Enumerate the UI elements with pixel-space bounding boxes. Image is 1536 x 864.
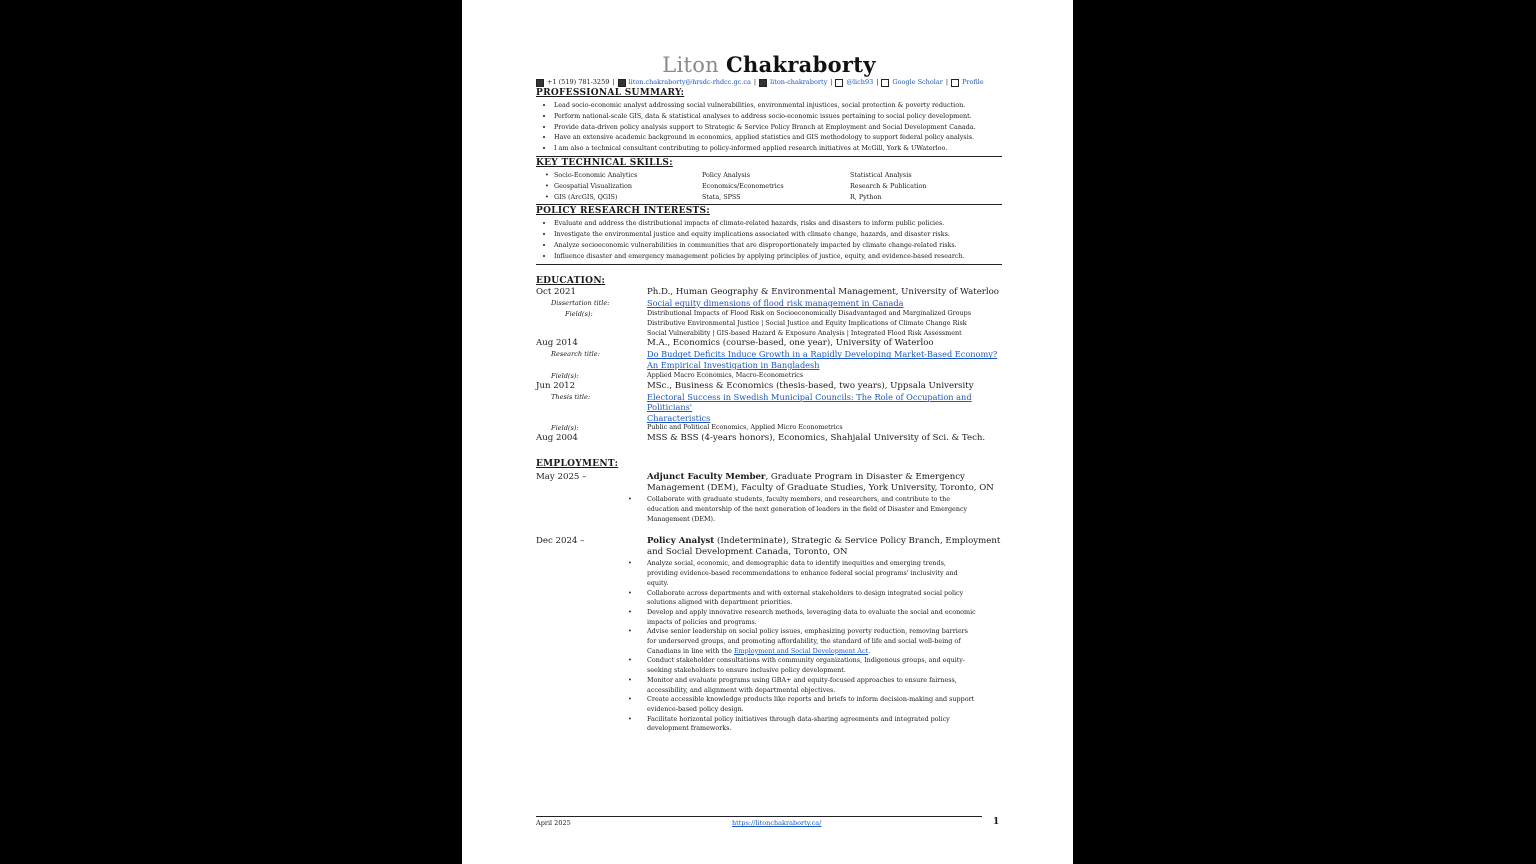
job-entry — [536, 536, 1002, 558]
research-link[interactable]: Do Budget Deficits Induce Growth in a Rapidly Developing Market-Based Economy? — [647, 349, 998, 360]
list-item: • Perform national-scale GIS, data & statistical analyses to address socio-economic issues pertaining to social policy development. — [554, 111, 1002, 122]
email-icon — [618, 79, 626, 87]
list-item: • Collaborate with graduate students, faculty members, and researchers, and contribute to the education and mentorship of the next generation of leaders in the field of Disaster and Emergency Management (DEM). — [647, 495, 1002, 524]
footer-rule — [536, 816, 982, 817]
thesis-link-cont[interactable]: Characteristics — [647, 412, 711, 423]
summary-title: PROFESSIONAL SUMMARY: — [536, 88, 685, 98]
phone-icon — [536, 79, 544, 87]
list-item: • Conduct stakeholder consultations with community organizations, Indigenous groups, and equity- seeking stakeholders to ensure inclusive policy development. — [647, 656, 1002, 675]
job-title — [647, 472, 1002, 494]
skill-item: Research & Publication — [850, 181, 927, 190]
employment-title: EMPLOYMENT: — [536, 459, 619, 470]
skill-item: Policy Analysis — [702, 170, 750, 179]
field-line: Distributional Impacts of Flood Risk on Socioeconomically Disadvantaged and Marginalized Groups — [647, 309, 972, 318]
phone-number: +1 (519) 781-3259 — [547, 78, 610, 86]
education-title: EDUCATION: — [536, 275, 606, 286]
skill-item: Economics/Econometrics — [702, 181, 784, 190]
job-role: Adjunct Faculty Member — [647, 472, 766, 483]
footer-date: April 2025 — [536, 819, 571, 827]
divider — [536, 264, 1002, 265]
education-date: Aug 2004 — [536, 433, 578, 444]
contact-line: +1 (519) 781-3259 | liton.chakraborty@hrsdc-rhdcc.gc.ca | liton-chakraborty | @lich93 | Google Scholar | Profile — [536, 78, 1002, 87]
dissertation-label: Dissertation title: — [551, 298, 610, 307]
education-entry — [536, 433, 1002, 444]
job-org-cont: Management (DEM), Faculty of Graduate Studies, York University, Toronto, ON — [647, 483, 994, 494]
skills-grid — [536, 170, 1002, 202]
list-item: • Advise senior leadership on social policy issues, emphasizing poverty reduction, removing barriers for underserved groups, and promoting affordability, the standard of life and social well-being of Canadians in line with the Employment and Social Development Act. — [647, 627, 1002, 656]
education-entry — [536, 287, 1002, 298]
list-item: • Have an extensive academic background in economics, applied statistics and GIS methodology to support federal policy analysis. — [554, 132, 1002, 143]
document-page — [462, 0, 1073, 864]
list-item: • I am also a technical consultant contributing to policy-informed applied research initiatives at McGill, York & UWaterloo. — [554, 143, 1002, 154]
list-item: • Monitor and evaluate programs using GBA+ and equity-focused approaches to ensure fairness, accessibility, and alignment with departmental objectives. — [647, 676, 1002, 695]
page-number: 1 — [993, 817, 1000, 827]
list-item: • Investigate the environmental justice and equity implications associated with climate change, hazards, and disaster risks. — [554, 229, 1002, 240]
education-degree: MSS & BSS (4-years honors), Economics, Shahjalal University of Sci. & Tech. — [647, 433, 986, 444]
education-entry — [536, 381, 1002, 392]
fields-label: Field(s): — [551, 371, 579, 380]
scholar-icon — [881, 79, 889, 87]
fields-list — [647, 309, 1002, 338]
list-item: • Facilitate horizontal policy initiatives through data-sharing agreements and integrated policy development frameworks. — [647, 715, 1002, 734]
field-line: Distributive Environmental Justice | Social Justice and Equity Implications of Climate Change Risk — [647, 318, 967, 327]
fields-label: Field(s): — [551, 424, 579, 433]
job-role: Policy Analyst — [647, 536, 715, 547]
fields-list: Applied Macro Economics, Macro-Econometrics — [647, 370, 804, 379]
education-degree: Ph.D., Human Geography & Environmental Management, University of Waterloo — [647, 286, 999, 297]
last-name: Chakraborty — [725, 52, 876, 77]
list-item: • Analyze socioeconomic vulnerabilities in communities that are disproportionately impacted by climate change-related risks. — [554, 240, 1002, 251]
skill-item: Stata, SPSS — [702, 192, 741, 201]
education-date: Aug 2014 — [536, 338, 578, 349]
fields-label: Field(s): — [565, 310, 593, 319]
interests-list — [536, 218, 1002, 261]
job-org: (Indeterminate), Strategic & Service Policy Branch, Employment — [714, 536, 1001, 547]
education-degree: M.A., Economics (course-based, one year), University of Waterloo — [647, 338, 934, 349]
fields-list: Public and Political Economics, Applied Micro Econometrics — [647, 423, 843, 432]
skill-item: • Socio-Economic Analytics — [554, 170, 702, 181]
university-logo-icon — [951, 79, 959, 87]
job-bullets — [536, 559, 1002, 734]
education-date: Jun 2012 — [536, 380, 576, 391]
google-scholar-link[interactable]: Google Scholar — [892, 78, 943, 86]
profile-link[interactable]: Profile — [962, 78, 984, 86]
list-item: • Collaborate across departments and with external stakeholders to design integrated social policy solutions aligned with department priorities. — [647, 589, 1002, 608]
list-item: • Influence disaster and emergency management policies by applying principles of justice, equity, and evidence-based research. — [554, 251, 1002, 262]
divider — [536, 156, 1002, 157]
education-degree: MSc., Business & Economics (thesis-based, two years), Uppsala University — [647, 380, 974, 391]
list-item: • Lead socio-economic analyst addressing social vulnerabilities, environmental injustices, social protection & poverty reduction. — [554, 100, 1002, 111]
job-entry — [536, 472, 1002, 494]
job-date: Dec 2024 – — [536, 536, 585, 547]
thesis-link[interactable]: Electoral Success in Swedish Municipal Councils: The Role of Occupation and Politicians' — [647, 391, 972, 413]
first-name: Liton — [662, 53, 719, 77]
skill-item: • Geospatial Visualization — [554, 181, 702, 192]
interests-title: POLICY RESEARCH INTERESTS: — [536, 206, 710, 217]
list-item: • Develop and apply innovative research methods, leveraging data to evaluate the social and economic impacts of policies and programs. — [647, 608, 1002, 627]
field-line: Social Vulnerability | GIS-based Hazard & Exposure Analysis | Integrated Flood Risk Assessment — [647, 328, 962, 337]
research-title-label: Research title: — [551, 350, 600, 359]
job-bullets — [536, 495, 1002, 524]
list-item: • Analyze social, economic, and demographic data to identify inequities and emerging trends, providing evidence-based recommendations to enhance federal social programs' inclusivity and equity. — [647, 559, 1002, 588]
job-date: May 2025 – — [536, 472, 587, 483]
list-item: • Evaluate and address the distributional impacts of climate-related hazards, risks and disasters to inform public policies. — [554, 218, 1002, 229]
thesis-label: Thesis title: — [551, 392, 591, 401]
linkedin-link[interactable]: liton-chakraborty — [770, 78, 828, 86]
act-link[interactable]: Employment and Social Development Act — [733, 646, 869, 655]
summary-list — [536, 100, 1002, 154]
resume-name — [536, 52, 1002, 78]
skills-title: KEY TECHNICAL SKILLS: — [536, 157, 673, 168]
resume-content — [536, 52, 1002, 734]
email-link[interactable]: liton.chakraborty@hrsdc-rhdcc.gc.ca — [628, 78, 751, 86]
job-org-cont: and Social Development Canada, Toronto, ON — [647, 547, 848, 558]
x-link[interactable]: @lich93 — [846, 78, 874, 86]
x-icon — [835, 79, 843, 87]
dissertation-link[interactable]: Social equity dimensions of flood risk management in Canada — [647, 297, 904, 308]
education-entry — [536, 338, 1002, 349]
education-date: Oct 2021 — [536, 286, 576, 297]
footer-website-link[interactable]: https://litonchakraborty.ca/ — [732, 819, 822, 827]
linkedin-icon — [759, 79, 767, 87]
list-item: • Create accessible knowledge products like reports and briefs to inform decision-making and support evidence-based policy design. — [647, 695, 1002, 714]
skill-item: Statistical Analysis — [850, 170, 912, 179]
divider — [536, 204, 1002, 205]
research-link-cont[interactable]: An Empirical Investigation in Bangladesh — [647, 359, 820, 370]
skill-item: • GIS (ArcGIS, QGIS) — [554, 192, 702, 203]
skill-item: R, Python — [850, 192, 882, 201]
list-item: • Provide data-driven policy analysis support to Strategic & Service Policy Branch at Employment and Social Development Canada. — [554, 122, 1002, 133]
job-org: , Graduate Program in Disaster & Emergency — [765, 472, 965, 483]
job-title — [647, 536, 1002, 558]
